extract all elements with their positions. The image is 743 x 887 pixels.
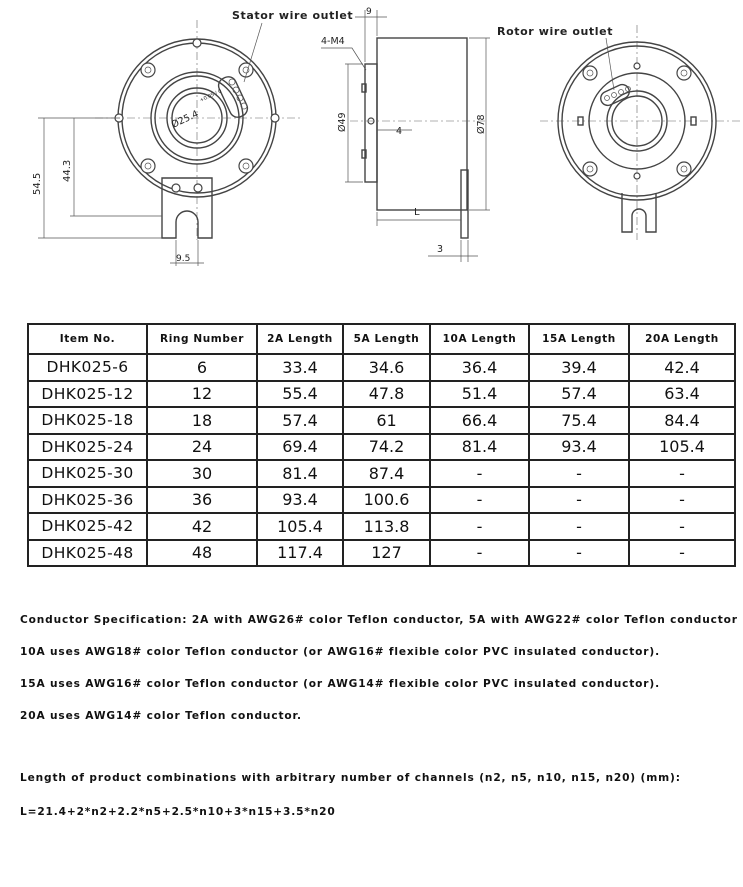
cell-15a-length: 93.4 xyxy=(529,434,629,461)
cell-15a-length: - xyxy=(529,513,629,540)
cell-20a-length: - xyxy=(629,487,735,514)
cell-2a-length: 33.4 xyxy=(257,354,343,381)
header-15a-length: 15A Length xyxy=(529,324,629,354)
dim-bore-label: Ø25.4 xyxy=(169,108,201,131)
table-row xyxy=(28,460,735,487)
note-conductor-spec: Conductor Specification: 2A with AWG26# color Teflon conductor, 5A with AWG22# color Teflon conductor xyxy=(20,614,738,626)
cell-20a-length: - xyxy=(629,540,735,567)
cell-2a-length: 93.4 xyxy=(257,487,343,514)
table-row xyxy=(28,434,735,461)
cell-5a-length: 127 xyxy=(343,540,430,567)
cell-15a-length: 39.4 xyxy=(529,354,629,381)
stator-wire-outlet-label: Stator wire outlet xyxy=(232,9,354,22)
cell-item-no: DHK025-18 xyxy=(28,407,147,434)
cell-2a-length: 81.4 xyxy=(257,460,343,487)
dim-44-3-label: 44.3 xyxy=(62,159,73,182)
cell-ring-number: 6 xyxy=(147,354,257,381)
cell-ring-number: 24 xyxy=(147,434,257,461)
dim-49-label: Ø49 xyxy=(337,112,348,132)
technical-drawing xyxy=(0,0,743,300)
dim-9-5-label: 9.5 xyxy=(176,254,191,264)
header-ring-number: Ring Number xyxy=(147,324,257,354)
cell-item-no: DHK025-36 xyxy=(28,487,147,514)
cell-2a-length: 69.4 xyxy=(257,434,343,461)
cell-item-no: DHK025-24 xyxy=(28,434,147,461)
table-row xyxy=(28,381,735,408)
header-20a-length: 20A Length xyxy=(629,324,735,354)
rotor-wire-outlet-label: Rotor wire outlet xyxy=(497,25,614,38)
cell-10a-length: - xyxy=(430,513,529,540)
cell-10a-length: - xyxy=(430,460,529,487)
cell-5a-length: 47.8 xyxy=(343,381,430,408)
cell-ring-number: 30 xyxy=(147,460,257,487)
cell-15a-length: - xyxy=(529,540,629,567)
table-row xyxy=(28,354,735,381)
table-row xyxy=(28,407,735,434)
cell-15a-length: - xyxy=(529,487,629,514)
cell-10a-length: 81.4 xyxy=(430,434,529,461)
table-row xyxy=(28,487,735,514)
dim-4m4-label: 4-M4 xyxy=(321,36,345,47)
cell-ring-number: 12 xyxy=(147,381,257,408)
cell-15a-length: 57.4 xyxy=(529,381,629,408)
cell-item-no: DHK025-12 xyxy=(28,381,147,408)
cell-5a-length: 61 xyxy=(343,407,430,434)
table-row xyxy=(28,540,735,567)
cell-5a-length: 74.2 xyxy=(343,434,430,461)
cell-20a-length: 42.4 xyxy=(629,354,735,381)
cell-15a-length: - xyxy=(529,460,629,487)
cell-10a-length: - xyxy=(430,487,529,514)
cell-item-no: DHK025-42 xyxy=(28,513,147,540)
cell-ring-number: 48 xyxy=(147,540,257,567)
cell-item-no: DHK025-30 xyxy=(28,460,147,487)
header-5a-length: 5A Length xyxy=(343,324,430,354)
length-spec-table xyxy=(27,323,736,567)
cell-ring-number: 36 xyxy=(147,487,257,514)
cell-10a-length: 36.4 xyxy=(430,354,529,381)
stator-front-view xyxy=(95,20,300,240)
cell-20a-length: 84.4 xyxy=(629,407,735,434)
header-10a-length: 10A Length xyxy=(430,324,529,354)
cell-15a-length: 75.4 xyxy=(529,407,629,434)
cell-ring-number: 42 xyxy=(147,513,257,540)
cell-2a-length: 105.4 xyxy=(257,513,343,540)
dim-3-label: 3 xyxy=(437,244,444,255)
cell-item-no: DHK025-6 xyxy=(28,354,147,381)
cell-2a-length: 57.4 xyxy=(257,407,343,434)
cell-5a-length: 113.8 xyxy=(343,513,430,540)
cell-5a-length: 87.4 xyxy=(343,460,430,487)
cell-20a-length: 63.4 xyxy=(629,381,735,408)
rotor-rear-view xyxy=(540,25,740,240)
dim-L-label: L xyxy=(414,207,420,218)
dim-54-5-label: 54.5 xyxy=(32,172,43,195)
table-header-row xyxy=(28,324,735,354)
dim-bore-tolerance: +0.05 / 0 xyxy=(198,88,223,104)
cell-20a-length: 105.4 xyxy=(629,434,735,461)
note-20a: 20A uses AWG14# color Teflon conductor. xyxy=(20,710,302,722)
cell-5a-length: 34.6 xyxy=(343,354,430,381)
dim-4-label: 4 xyxy=(396,126,403,137)
cell-2a-length: 117.4 xyxy=(257,540,343,567)
note-15a: 15A uses AWG16# color Teflon conductor (or AWG14# flexible color PVC insulated conductor). xyxy=(20,678,660,690)
dim-9-label: 9 xyxy=(366,7,372,17)
cell-ring-number: 18 xyxy=(147,407,257,434)
table-row xyxy=(28,513,735,540)
header-item-no: Item No. xyxy=(28,324,147,354)
header-2a-length: 2A Length xyxy=(257,324,343,354)
cell-2a-length: 55.4 xyxy=(257,381,343,408)
cell-10a-length: 66.4 xyxy=(430,407,529,434)
cell-item-no: DHK025-48 xyxy=(28,540,147,567)
dim-78-label: Ø78 xyxy=(476,114,487,134)
note-length-formula-title: Length of product combinations with arbitrary number of channels (n2, n5, n10, n15, n20) (mm): xyxy=(20,772,681,784)
note-10a: 10A uses AWG18# color Teflon conductor (or AWG16# flexible color PVC insulated conductor). xyxy=(20,646,660,658)
cell-20a-length: - xyxy=(629,460,735,487)
cell-5a-length: 100.6 xyxy=(343,487,430,514)
cell-20a-length: - xyxy=(629,513,735,540)
cell-10a-length: 51.4 xyxy=(430,381,529,408)
note-length-formula: L=21.4+2*n2+2.2*n5+2.5*n10+3*n15+3.5*n20 xyxy=(20,806,336,818)
cell-10a-length: - xyxy=(430,540,529,567)
